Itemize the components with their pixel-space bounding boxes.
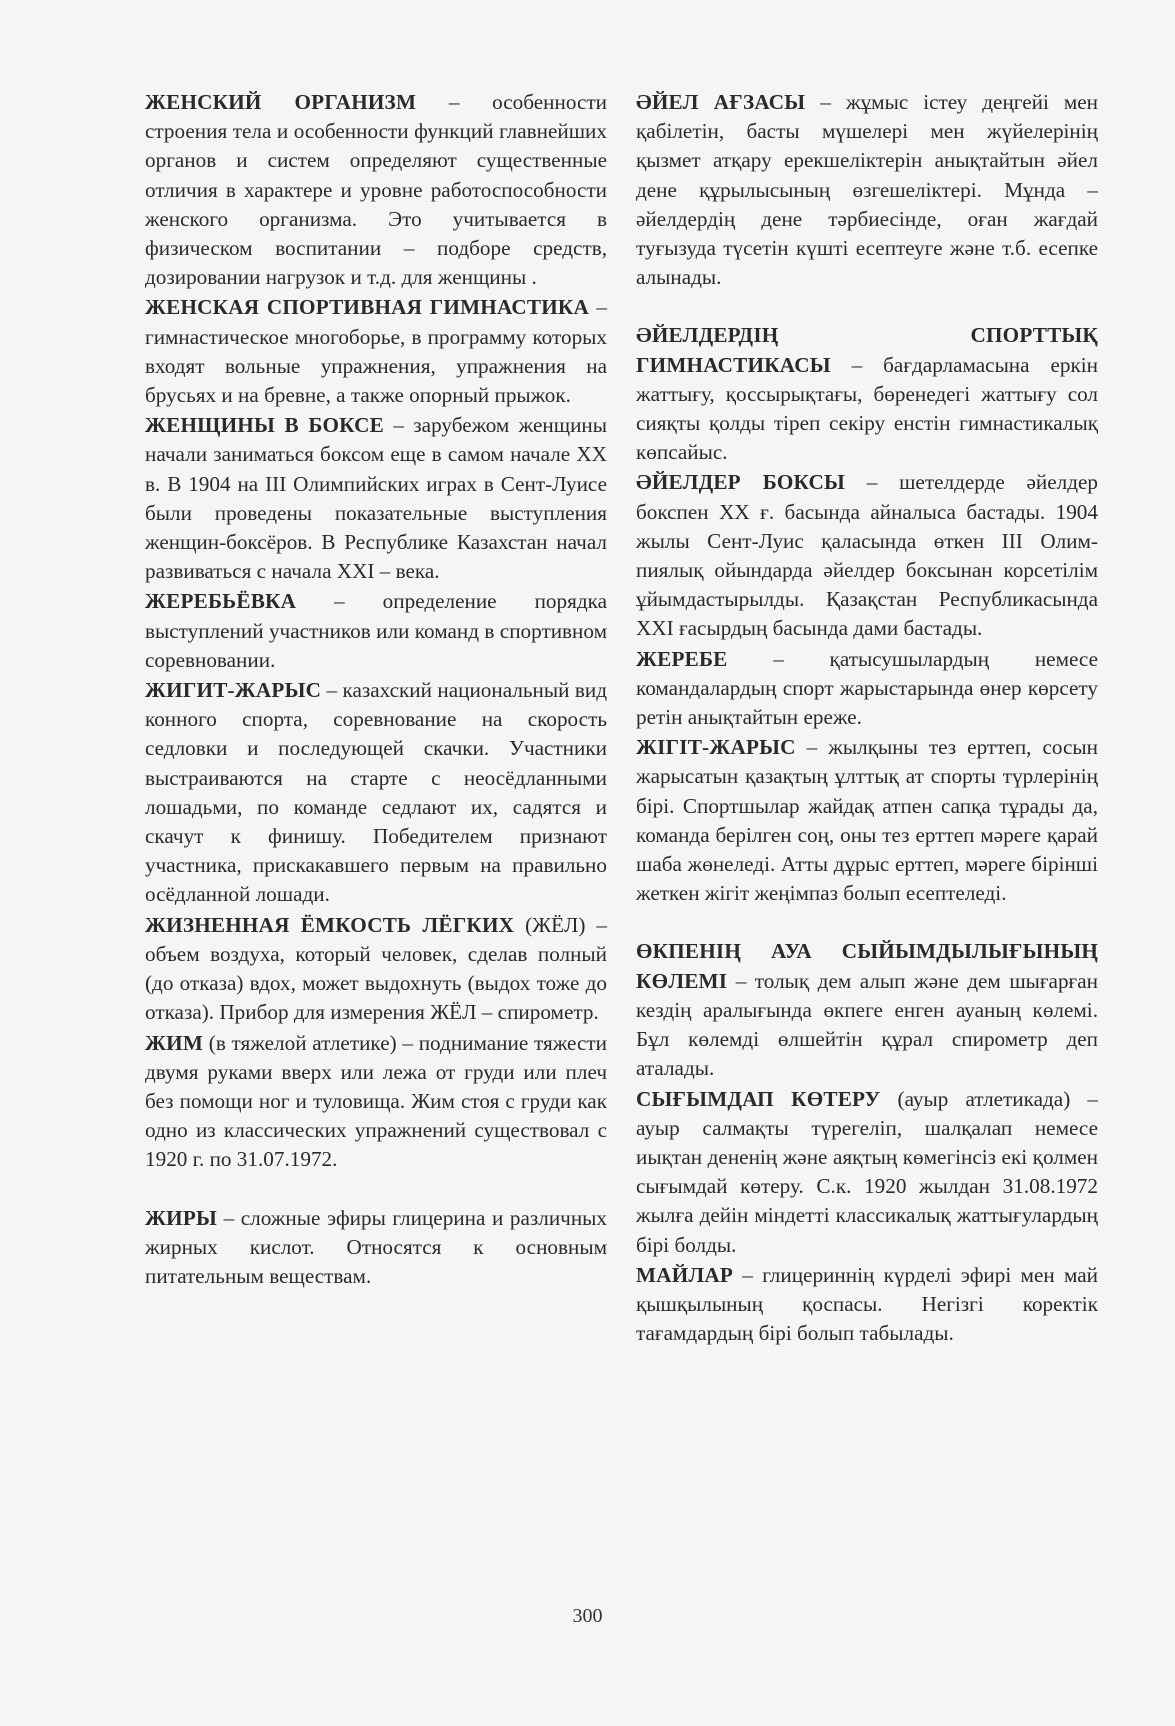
entry-term: ЖИГИТ-ЖАРЫС [145, 678, 322, 703]
entry-definition: (ЖЁЛ) – объем воздуха, который человек, сделав полный (до отказа) вдох, может выдохнуть (выдох тоже до отказа). Прибор для измерения ЖЁЛ – спирометр. [145, 912, 607, 1025]
entry-okpe-koleми [636, 937, 1098, 1083]
entry-definition: – жылқыны тез ерттеп, сосын жарысатын қазақтың ұлттық ат спорты түрлерінің бірі. Спортшылар жайдақ атпен сапқа тұрады да, команда берілген соң, оны тез ерттеп мәреге қарай шаба жөнеледі. Атты дұрыс ерттеп, мәреге бірінші жеткен жігіт жеңімпаз болып есептеледі. [636, 735, 1098, 906]
entry-definition: – зарубежом женщины начали заниматься боксом еще в самом начале XX в. В 1904 на III Олимпийских играх в Сент-Луисе были проведены показательные выступления женщин-боксёров. В Республике Казахстан начал развиваться с начала XXI – века. [145, 413, 607, 584]
entry-aielderdin-gymnastikasy [636, 321, 1098, 467]
entry-definition: (в тяжелой атлетике) – поднимание тяжести двумя руками вверх или лежа от груди или плеч без помощи ног и туловища. Жим стоя с груди как одно из классических упражнений существовал с 1920 г. по 31.07.1972. [145, 1030, 607, 1172]
entry-term: ЖЕРЕБЕ [636, 646, 728, 671]
entry-press [145, 1029, 607, 1175]
entry-definition: – қатысушылардың немесе командалардың спорт жарыстарында өнер көрсету ретін анықтайтын ереже. [636, 646, 1098, 730]
entry-term: ЖЕНСКИЙ ОРГАНИЗМ [145, 90, 417, 114]
entry-term: ЖЕРЕБЬЁВКА [145, 589, 297, 614]
entry-definition: – шетелдерде әйелдер бокспен XX ғ. басында айналыса бастады. 1904 жылы Сент-Луис қаласында өткен III Олим-пиялық ойындарда әйелдер боксынан корсетілім ұйымдастырылды. Қазақстан Республикасында XXI ғасырдың басында дами бастады. [636, 470, 1098, 641]
entry-draw [145, 587, 607, 675]
entry-womens-organism [145, 88, 607, 292]
entry-term: ӨКПЕНІҢ АУА СЫЙЫМДЫЛЫҒЫНЫҢ КӨЛЕМІ [636, 939, 1098, 993]
entry-vital-capacity [145, 911, 607, 1028]
entry-definition: – жұмыс істеу деңгейі мен қабілетін, басты мүшелері мен жүйелерінің қызмет атқару ерекшеліктерін анықтайтын әйел дене құрылысының өзгешеліктері. Мұнда – әйелдердің дене тәрбиесінде, оған жағдай туғызуда түсетін күшті есептеуге және т.б. есепке алынады. [636, 90, 1098, 290]
entry-definition: – глицериннің күрделі эфирі мен май қышқылының қоспасы. Негізгі коректік тағамдардың бірі болып табылады. [636, 1262, 1098, 1346]
entry-term: ЖИМ [145, 1030, 204, 1055]
entry-term: ӘЙЕЛ АҒЗАСЫ [636, 90, 806, 114]
right-column [636, 88, 1098, 1349]
entry-aielder-boksy [636, 468, 1098, 643]
entry-zhigit-zharys [145, 676, 607, 910]
entry-term: ЖЕНЩИНЫ В БОКСЕ [145, 413, 385, 438]
entry-term: МАЙЛАР [636, 1262, 734, 1287]
left-column [145, 88, 607, 1292]
entry-term: ЖЕНСКАЯ СПОРТИВНАЯ ГИМНАСТИКА [145, 295, 589, 320]
entry-definition: – бағдарламасына еркін жаттығу, қоссырықтағы, бөренедегі жаттығу сол сияқты қолды тіреп секіру енстін гимнастикалық көпсайыс. [636, 352, 1098, 465]
entry-definition: (ауыр атлетикада) – ауыр салмақты түрегеліп, шалқалап немесе иықтан дененің және аяқтың көмегінсіз екі қолмен сығымдай көтеру. С.к. 1920 жылдан 31.08.1972 жылға дейін міндетті классикалық жаттығулардың бірі болды. [636, 1086, 1098, 1257]
entry-women-in-boxing [145, 411, 607, 586]
entry-womens-gymnastics [145, 293, 607, 410]
entry-term: ЖІГІТ-ЖАРЫС [636, 735, 796, 760]
entry-term: СЫҒЫМДАП КӨТЕРУ [636, 1086, 881, 1111]
entry-definition: – определение порядка выступлений участников или команд в спортивном соревновании. [145, 589, 607, 672]
entry-definition: – гимнастическое многоборье, в программу которых входят вольные упражнения, упражнения на брусьях и на бревне, а также опорный прыжок. [145, 295, 607, 408]
entry-term: ЖИЗНЕННАЯ ЁМКОСТЬ ЛЁГКИХ [145, 912, 515, 937]
page-number: 300 [572, 1605, 603, 1627]
entry-definition: – сложные эфиры глицерина и различных жирных кислот. Относятся к основным питательным веществам. [145, 1205, 607, 1288]
entry-term: ЖИРЫ [145, 1205, 217, 1230]
entry-fats [145, 1204, 607, 1292]
entry-mailar [636, 1261, 1098, 1349]
entry-aiel-agzasy [636, 88, 1098, 292]
entry-zherebe [636, 645, 1098, 733]
entry-term: ӘЙЕЛДЕР БОКСЫ [636, 470, 846, 495]
entry-zhigit-zharys-kz [636, 733, 1098, 908]
entry-sygymdap-koteru [636, 1085, 1098, 1260]
entry-definition: – казахский национальный вид конного спорта, соревнование на скорость седловки и последующей скачки. Участники выстраиваются на старте с неосёдланными лошадьми, по команде седлают их, садятся и скачут к финишу. Победителем признают участника, прискакавшего первым на правильно осёдланной лошади. [145, 678, 607, 907]
entry-term: ӘЙЕЛДЕРДІҢ СПОРТТЫҚ ГИМНАСТИКАСЫ [636, 323, 1098, 377]
entry-definition: – особенности строения тела и особенности функций главнейших органов и систем определяют существенные отличия в характере и уровне работоспособности женского организма. Это учитывается в физическом воспитании – подборе средств, дозировании нагрузок и т.д. для женщины . [145, 90, 607, 290]
entry-definition: – толық дем алып және дем шығарған кездің аралығында өкпеге енген ауаның көлемі. Бұл көлемді өлшейтін құрал спирометр деп аталады. [636, 968, 1098, 1081]
